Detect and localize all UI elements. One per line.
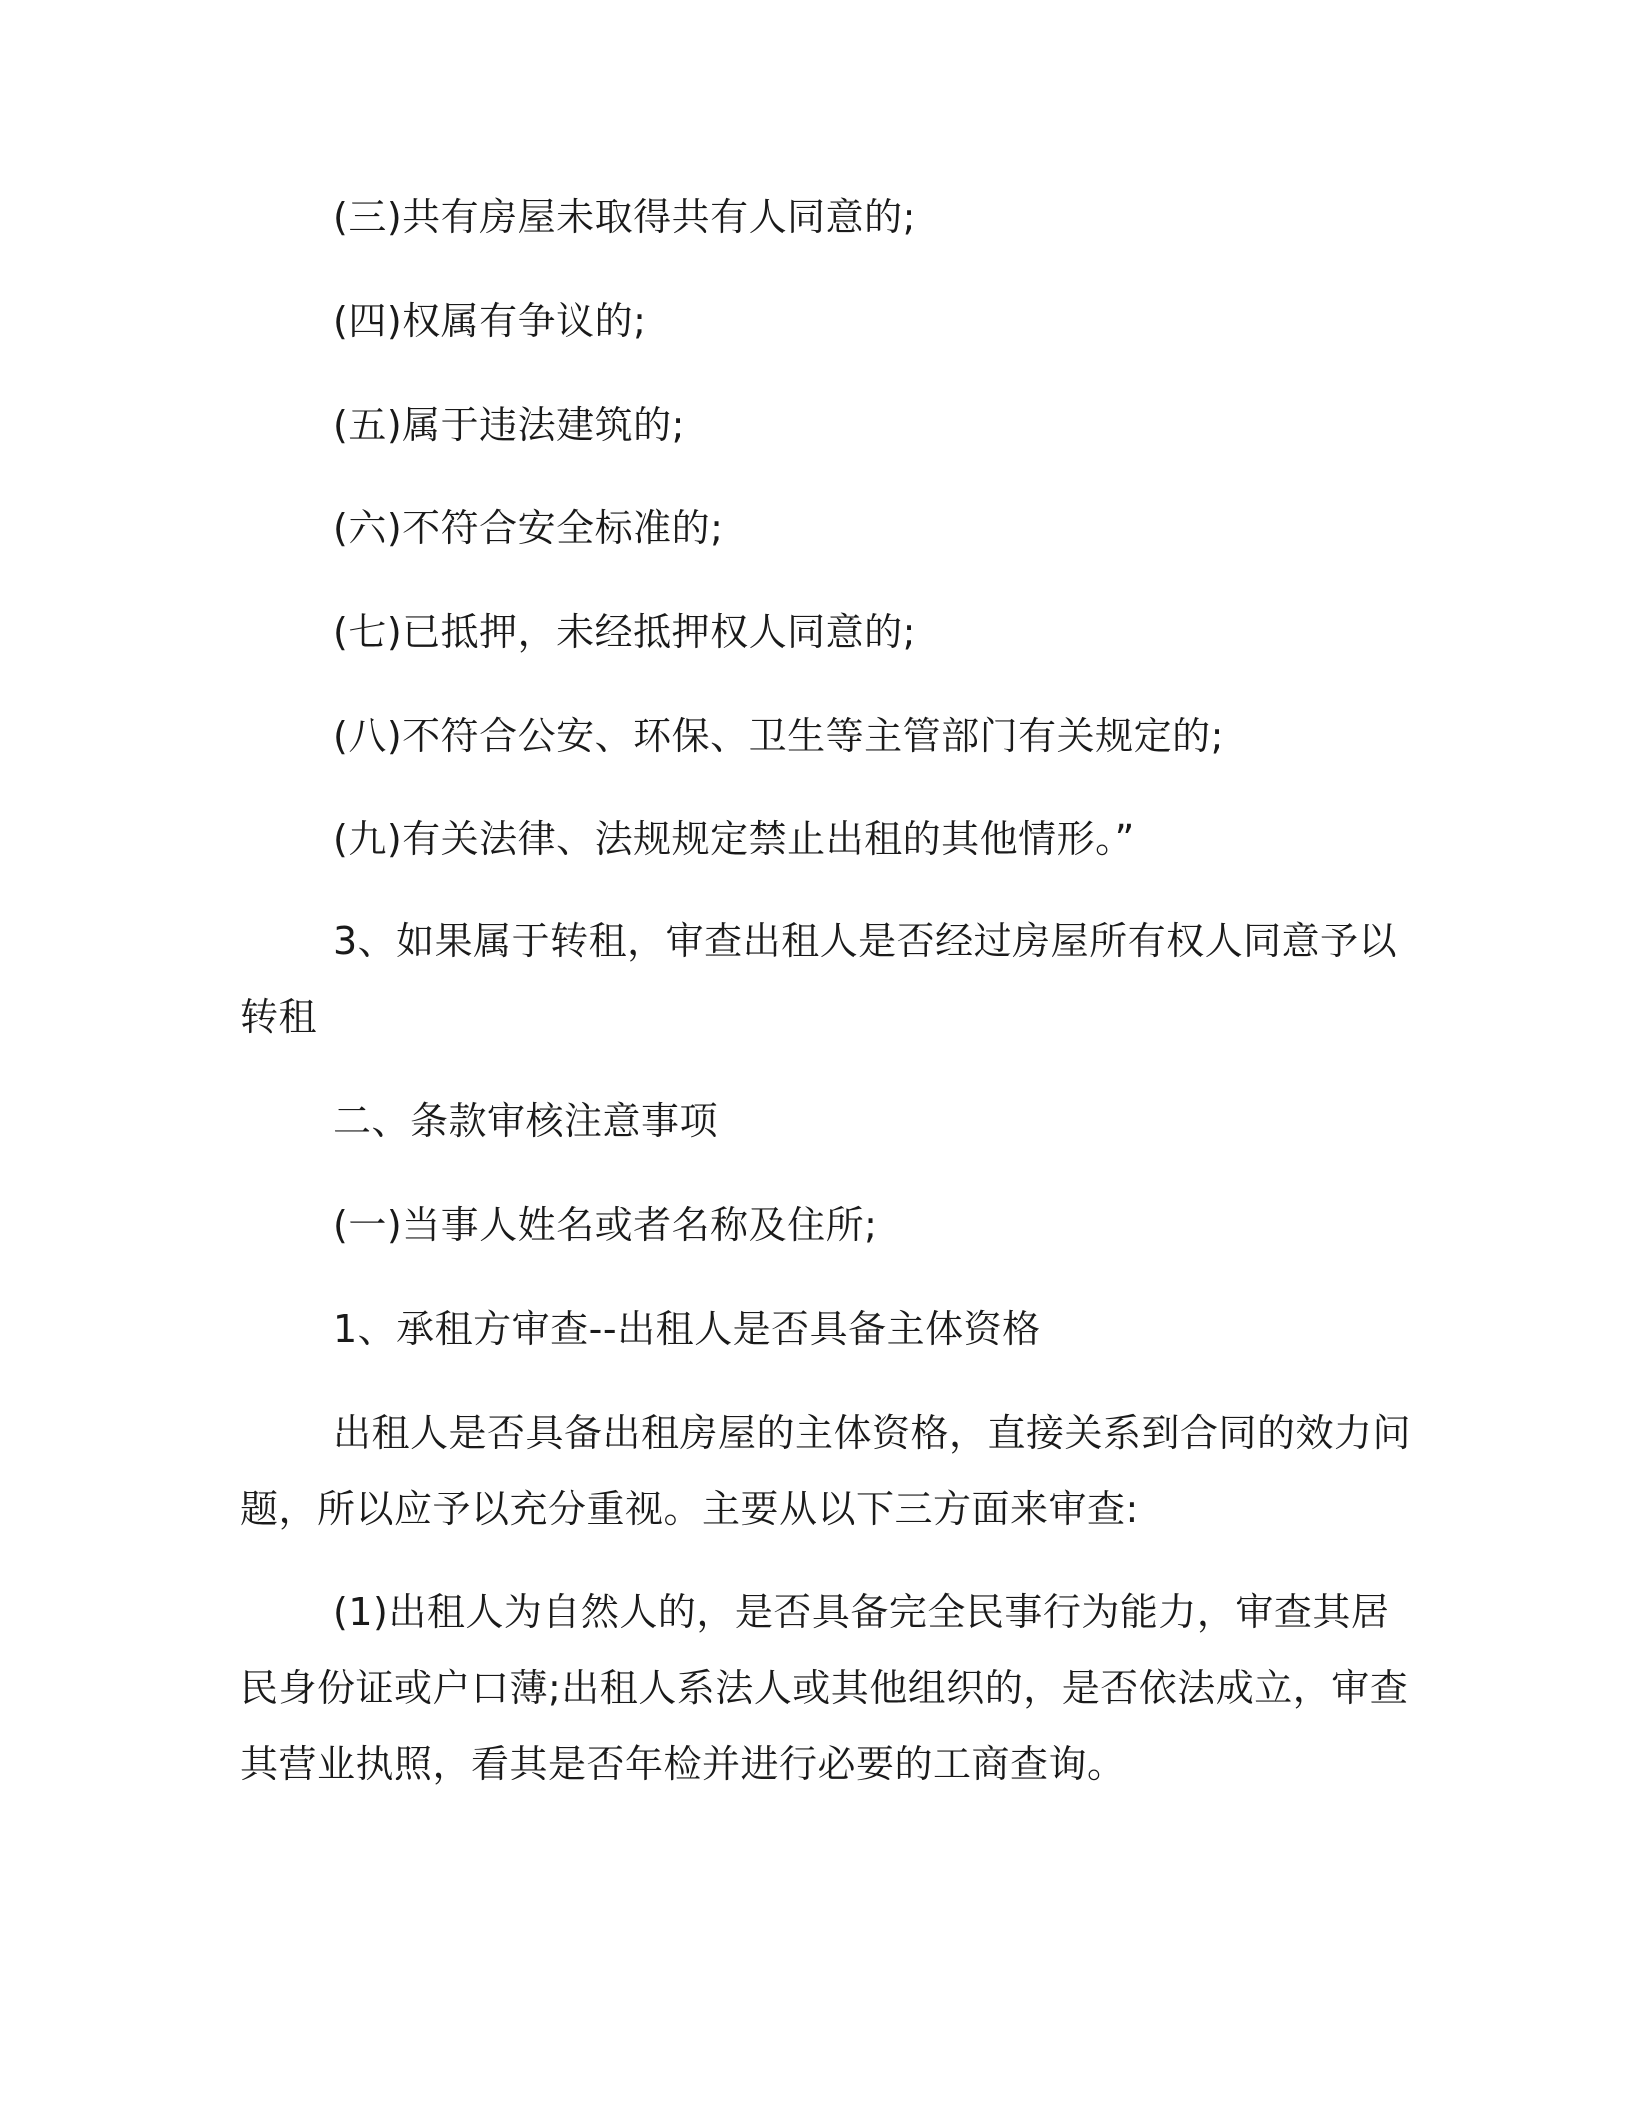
paragraph-sublease-line-2: 转租 [240, 995, 318, 1039]
paragraph-qualification-line-1: 出租人是否具备出租房屋的主体资格，直接关系到合同的效力问 [333, 1411, 1412, 1455]
paragraph-qualification-line-2: 题，所以应予以充分重视。主要从以下三方面来审查: [240, 1487, 1139, 1531]
list-item-7: (七)已抵押，未经抵押权人同意的; [333, 610, 916, 654]
list-item-4: (四)权属有争议的; [333, 299, 647, 343]
paragraph-sublease-line-1: 3、如果属于转租，审查出租人是否经过房屋所有权人同意予以 [333, 919, 1398, 963]
list-item-9: (九)有关法律、法规规定禁止出租的其他情形。” [333, 817, 1135, 861]
list-item-6: (六)不符合安全标准的; [333, 506, 724, 550]
paragraph-natural-person-line-1: (1)出租人为自然人的，是否具备完全民事行为能力，审查其居 [333, 1590, 1390, 1634]
paragraph-natural-person-line-3: 其营业执照，看其是否年检并进行必要的工商查询。 [240, 1742, 1126, 1786]
section-heading: 二、条款审核注意事项 [333, 1099, 719, 1143]
item-heading: 1、承租方审查--出租人是否具备主体资格 [333, 1307, 1041, 1351]
subsection-heading: (一)当事人姓名或者名称及住所; [333, 1203, 878, 1247]
list-item-5: (五)属于违法建筑的; [333, 403, 685, 447]
paragraph-natural-person-line-2: 民身份证或户口薄;出租人系法人或其他组织的，是否依法成立，审查 [240, 1666, 1409, 1710]
list-item-3: (三)共有房屋未取得共有人同意的; [333, 195, 916, 239]
list-item-8: (八)不符合公安、环保、卫生等主管部门有关规定的; [333, 714, 1224, 758]
